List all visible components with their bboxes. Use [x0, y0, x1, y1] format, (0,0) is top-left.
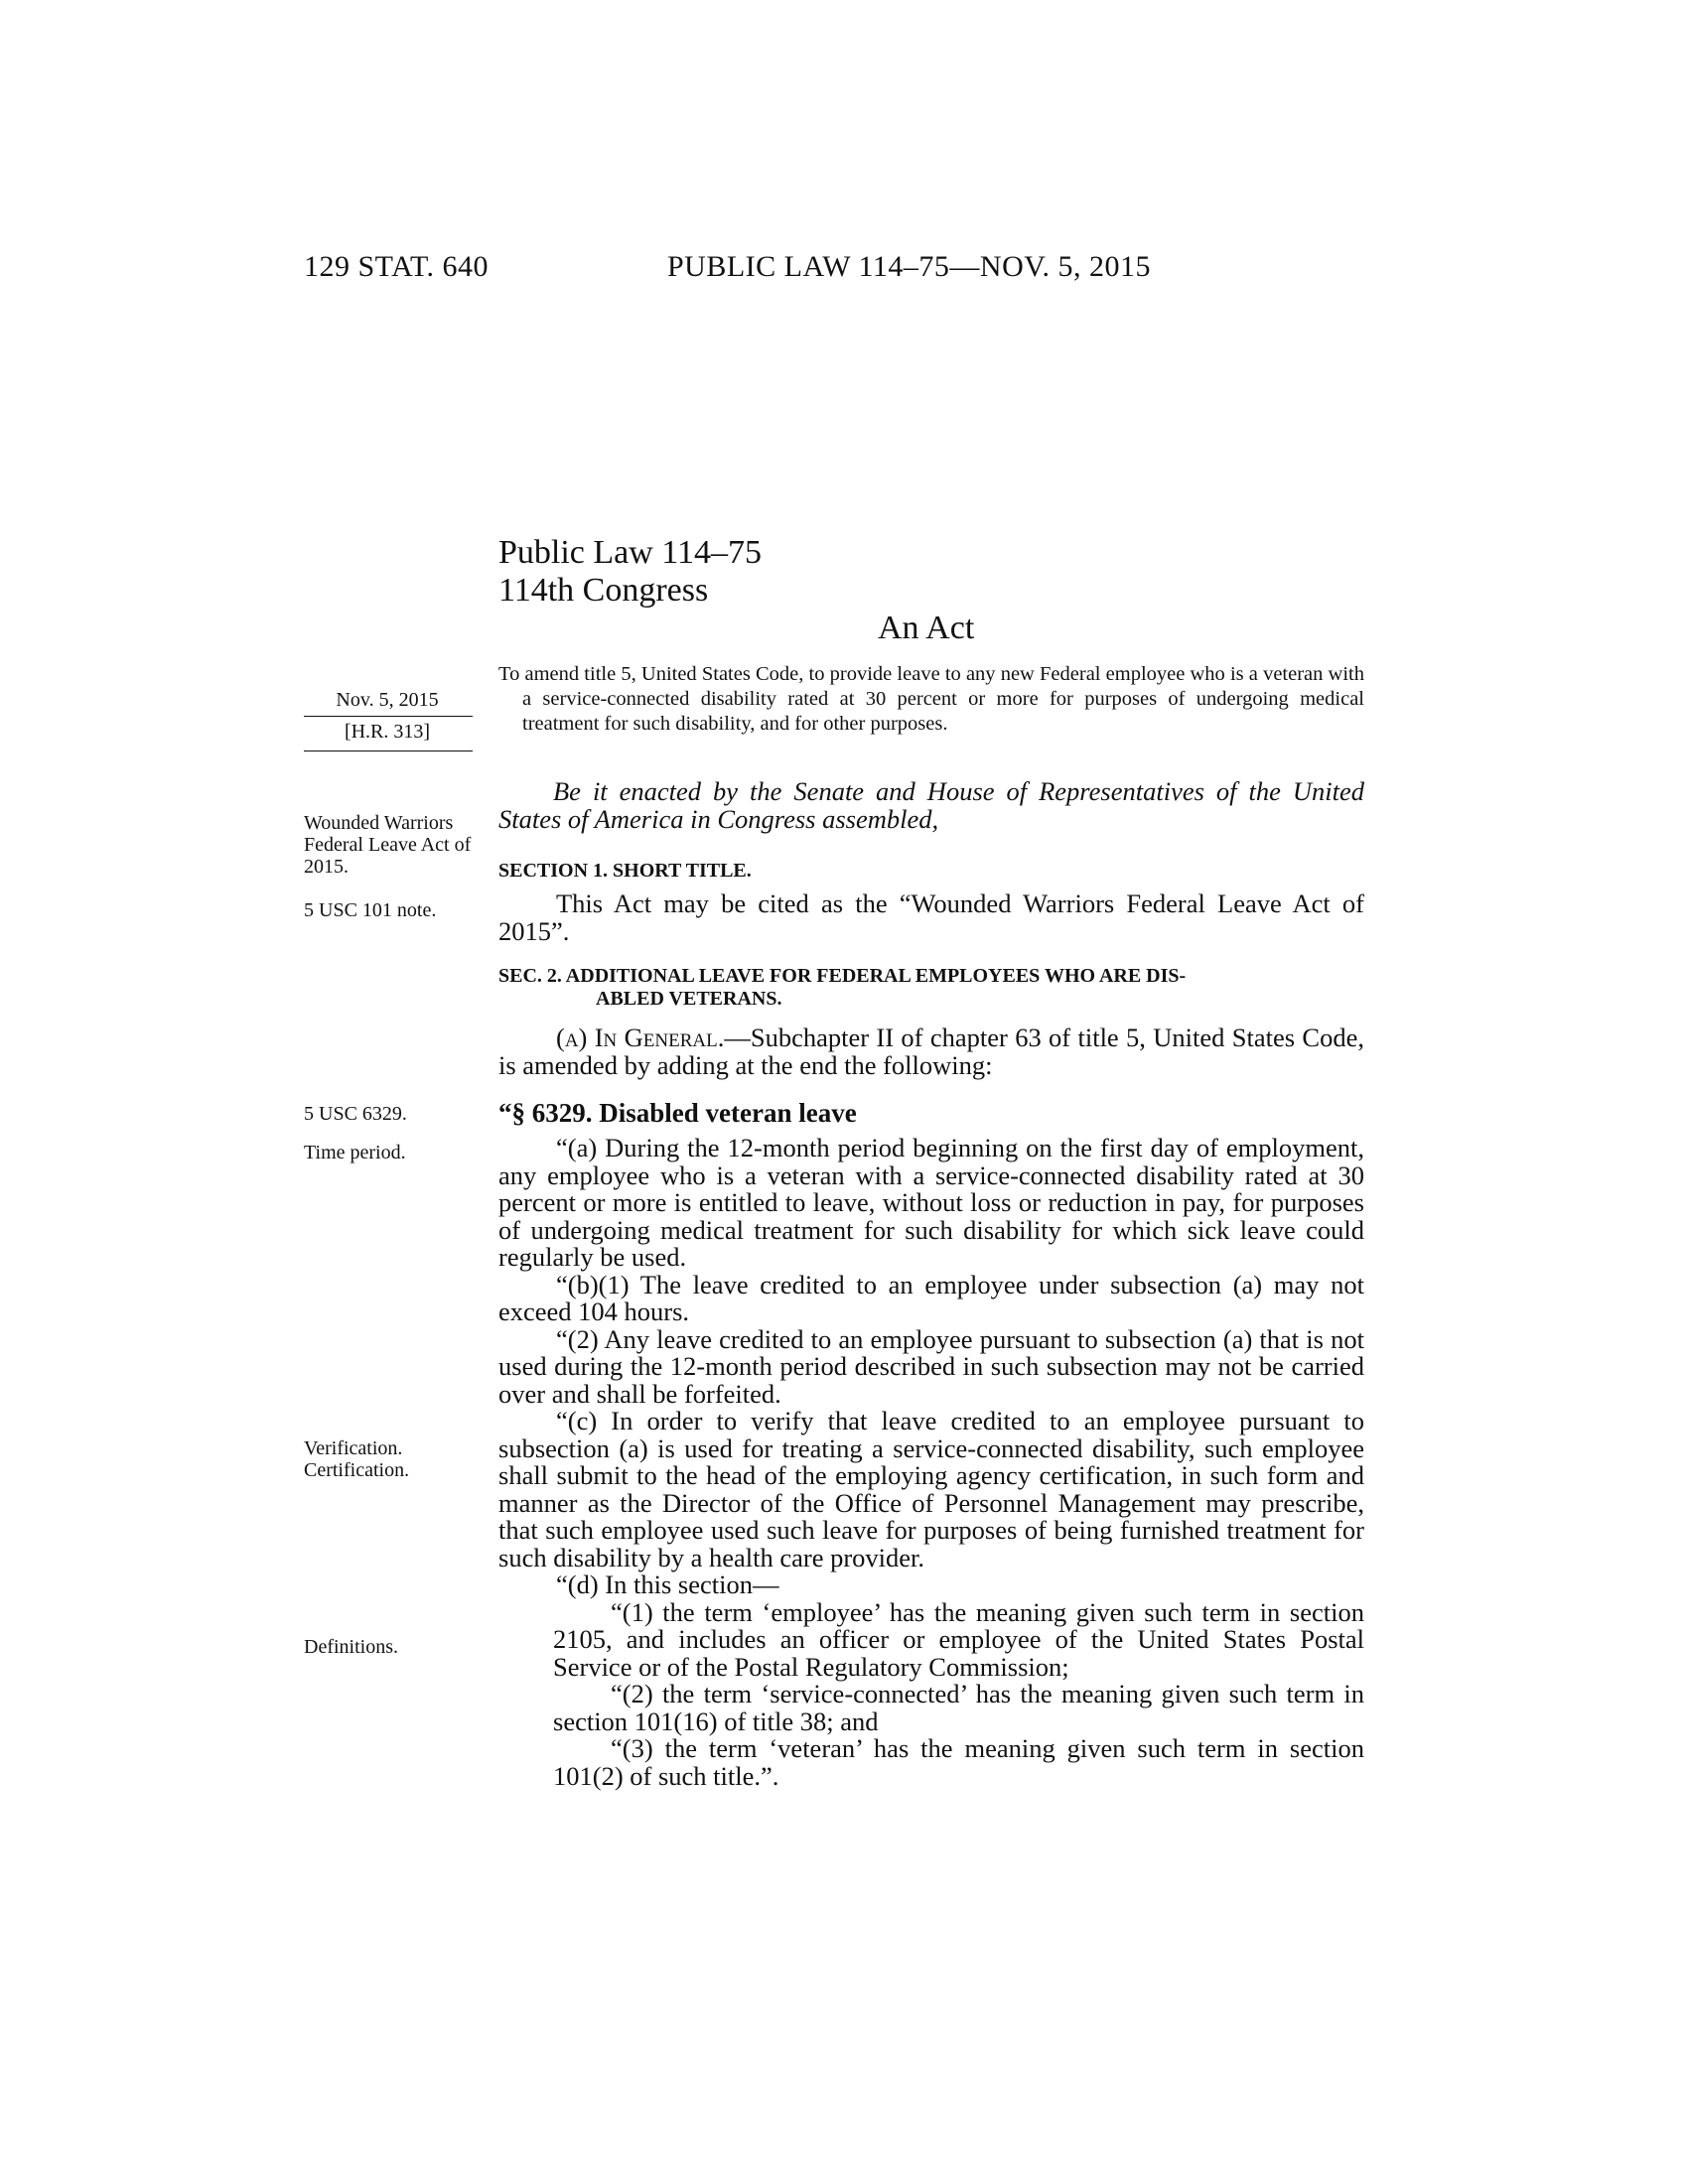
paragraph-b2: “(2) Any leave credited to an employee pursuant to subsection (a) that is not used during the 12-month period described in such subsection may not be carried over and shall be forfeited. — [498, 1323, 1364, 1409]
enacting-clause: Be it enacted by the Senate and House of Representatives of the United States of America in Congress assembled, — [498, 776, 1364, 834]
running-header: PUBLIC LAW 114–75—NOV. 5, 2015 — [667, 250, 1152, 283]
section-2-heading-line-2: ABLED VETERANS. — [596, 988, 782, 1010]
purpose-text: To amend title 5, United States Code, to provide leave to any new Federal employee who is a veteran with a service-connected disability rated at 30 percent or more for purposes of undergoing medical treatment for such disability, and for other purposes. — [498, 663, 1364, 735]
stat-page-number: 129 STAT. 640 — [304, 250, 490, 283]
section-1-text: This Act may be cited as the “Wounded Warriors Federal Leave Act of 2015”. — [498, 888, 1364, 946]
purpose-clause — [498, 662, 1364, 737]
section-1-heading: SECTION 1. SHORT TITLE. — [498, 860, 752, 882]
congress-number: 114th Congress — [498, 572, 709, 609]
section-2-heading — [498, 965, 1364, 1011]
usc-6329-note: 5 USC 6329. — [304, 1103, 407, 1125]
paragraph-d3: “(3) the term ‘veteran’ has the meaning given such term in section 101(2) of such title.”. — [553, 1733, 1364, 1791]
short-title-note: Wounded Warriors Federal Leave Act of 2015. — [304, 812, 472, 878]
subsection-a-label: (a) In General. — [556, 1023, 725, 1052]
approval-date: Nov. 5, 2015 — [336, 689, 439, 711]
paragraph-b1: “(b)(1) The leave credited to an employee under subsection (a) may not exceed 104 hours. — [498, 1269, 1364, 1326]
bill-number: [H.R. 313] — [344, 721, 431, 743]
subsection-a-text: —Subchapter II of chapter 63 of title 5, United States Code, is amended by adding at the end the following: — [498, 1023, 1364, 1080]
public-law-number: Public Law 114–75 — [498, 534, 763, 571]
section-6329-body — [498, 1135, 1364, 1790]
section-1-body — [498, 890, 1364, 945]
verification-note: Verification. — [304, 1437, 403, 1459]
paragraph-d: “(d) In this section— — [556, 1570, 779, 1599]
paragraph-a: “(a) During the 12-month period beginning on the first day of employment, any employee who is a veteran with a service-connected disability rated at 30 percent or more is entitled to leave, without loss or reduction in pay, for purposes of undergoing medical treatment for such disability for which sick leave could regularly be used. — [498, 1133, 1364, 1272]
time-period-note: Time period. — [304, 1142, 406, 1163]
paragraph-d1: “(1) the term ‘employee’ has the meaning given such term in section 2105, and includes an officer or employee of the United States Postal Service or of the Postal Regulatory Commission; — [553, 1596, 1364, 1682]
usc-note: 5 USC 101 note. — [304, 899, 437, 921]
definitions-note: Definitions. — [304, 1636, 398, 1658]
paragraph-c: “(c) In order to verify that leave credited to an employee pursuant to subsection (a) is used for treating a service-connected disability, such employee shall submit to the head of the employing agency certification, in such form and manner as the Director of the Office of Personnel Management may prescribe, that such employee used such leave for purposes of being furnished treatment for such disability by a health care provider. — [498, 1406, 1364, 1572]
section-2-heading-line-1: SEC. 2. ADDITIONAL LEAVE FOR FEDERAL EMPLOYEES WHO ARE DIS- — [498, 965, 1187, 987]
paragraph-d2: “(2) the term ‘service-connected’ has the meaning given such term in section 101(16) of title 38; and — [553, 1679, 1364, 1736]
act-heading: An Act — [878, 610, 975, 646]
subsection-a — [498, 1024, 1364, 1079]
new-section-6329-heading: “§ 6329. Disabled veteran leave — [498, 1098, 857, 1128]
certification-note: Certification. — [304, 1459, 410, 1481]
date-divider — [304, 716, 473, 717]
